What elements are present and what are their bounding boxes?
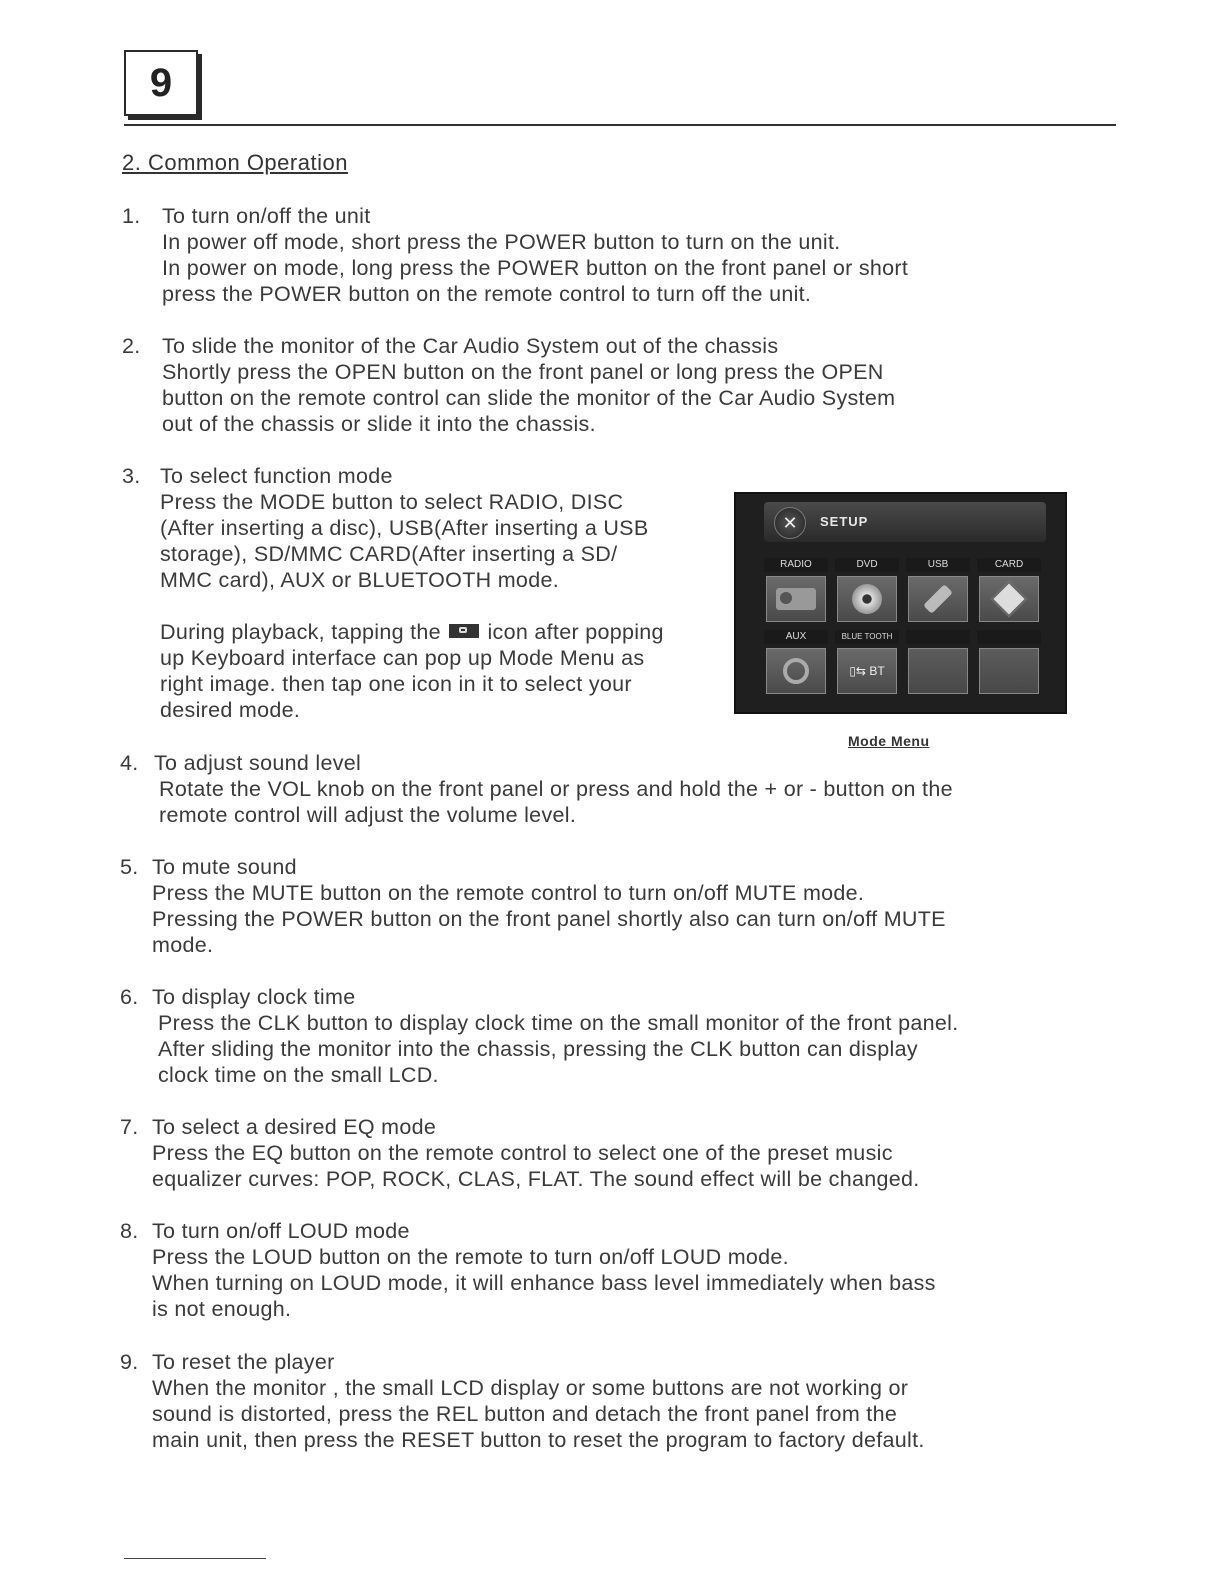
tile-label [977, 630, 1041, 644]
item-line: Pressing the POWER button on the front panel shortly also can turn on/off MUTE [152, 907, 946, 931]
item-line: Rotate the VOL knob on the front panel or press and hold the + or - button on the [159, 777, 953, 801]
tile-label: USB [906, 558, 970, 572]
list-item [122, 463, 732, 723]
item-line: press the POWER button on the remote control to turn off the unit. [162, 282, 812, 306]
item-line: Press the CLK button to display clock time on the small monitor of the front panel. [158, 1011, 959, 1035]
list-item [120, 750, 1080, 828]
mode-tile-dvd[interactable] [835, 558, 899, 622]
list-item [120, 1114, 1080, 1192]
page-number: 9 [124, 50, 198, 116]
mode-tile-empty [977, 630, 1041, 694]
list-item [122, 333, 1082, 437]
item-line: In power off mode, short press the POWER button to turn on the unit. [162, 230, 841, 254]
item-heading: To turn on/off the unit [162, 204, 371, 228]
item-line: button on the remote control can slide the monitor of the Car Audio System [162, 386, 896, 410]
item-number: 6. [120, 985, 139, 1009]
item-line: Press the MUTE button on the remote control to turn on/off MUTE mode. [152, 881, 865, 905]
tile-label: AUX [764, 630, 828, 644]
item-number: 5. [120, 855, 139, 879]
item-line: Shortly press the OPEN button on the front panel or long press the OPEN [162, 360, 884, 384]
mode-tile-radio[interactable] [764, 558, 828, 622]
footer-rule [124, 1558, 266, 1559]
mode-tile-usb[interactable] [906, 558, 970, 622]
item-line: equalizer curves: POP, ROCK, CLAS, FLAT. The sound effect will be changed. [152, 1167, 920, 1191]
item-line: main unit, then press the RESET button to reset the program to factory default. [152, 1428, 925, 1452]
section-title: 2. Common Operation [122, 150, 348, 175]
mode-tile-bluetooth[interactable] [835, 630, 899, 694]
item-line: out of the chassis or slide it into the chassis. [162, 412, 596, 436]
item-line: When the monitor , the small LCD display or some buttons are not working or [152, 1376, 909, 1400]
item-number: 3. [122, 464, 141, 488]
item-heading: To reset the player [152, 1350, 335, 1374]
tile-label: DVD [835, 558, 899, 572]
item-heading: To slide the monitor of the Car Audio System out of the chassis [162, 334, 779, 358]
item-heading: To select function mode [160, 464, 393, 488]
item-heading: To select a desired EQ mode [152, 1115, 437, 1139]
list-item [120, 984, 1080, 1088]
list-item [120, 1218, 1080, 1322]
item-line: sound is distorted, press the REL button and detach the front panel from the [152, 1402, 898, 1426]
item-heading: To display clock time [152, 985, 356, 1009]
list-item [122, 203, 1082, 307]
item-line: In power on mode, long press the POWER button on the front panel or short [162, 256, 909, 280]
mode-tile-aux[interactable] [764, 630, 828, 694]
usb-icon [923, 584, 953, 614]
item-line: Press the MODE button to select RADIO, DISC [160, 490, 624, 514]
item-line-part: icon after popping [487, 620, 664, 644]
item-line: mode. [152, 933, 214, 957]
radio-icon [776, 588, 816, 610]
header-rule [124, 124, 1116, 126]
mode-tile-empty [906, 630, 970, 694]
tile-label: RADIO [764, 558, 828, 572]
item-number: 7. [120, 1115, 139, 1139]
item-line: MMC card), AUX or BLUETOOTH mode. [160, 568, 559, 592]
tile-label [906, 630, 970, 644]
item-number: 1. [122, 204, 141, 228]
item-line: desired mode. [160, 698, 301, 722]
mode-return-icon [449, 624, 479, 638]
item-line: Press the EQ button on the remote control to select one of the preset music [152, 1141, 893, 1165]
item-number: 2. [122, 334, 141, 358]
item-heading: To mute sound [152, 855, 297, 879]
item-line-part: During playback, tapping the [160, 620, 441, 644]
setup-tools-icon: ✕ [774, 507, 806, 539]
item-line: Press the LOUD button on the remote to turn on/off LOUD mode. [152, 1245, 789, 1269]
card-icon [991, 581, 1028, 618]
item-line: After sliding the monitor into the chassis, pressing the CLK button can display [158, 1037, 918, 1061]
item-number: 9. [120, 1350, 139, 1374]
item-line: When turning on LOUD mode, it will enhance bass level immediately when bass [152, 1271, 936, 1295]
tile-label: BLUE TOOTH [835, 630, 899, 644]
list-item [120, 1349, 1080, 1453]
item-line: storage), SD/MMC CARD(After inserting a SD/ [160, 542, 618, 566]
item-number: 4. [120, 751, 139, 775]
setup-bar[interactable] [764, 502, 1046, 542]
setup-label: SETUP [820, 514, 869, 529]
tile-label: CARD [977, 558, 1041, 572]
list-item [120, 854, 1080, 958]
mode-tile-card[interactable] [977, 558, 1041, 622]
bluetooth-icon: ▯⇆ BT [849, 664, 885, 678]
item-line: is not enough. [152, 1297, 292, 1321]
item-heading: To adjust sound level [154, 751, 362, 775]
item-line: remote control will adjust the volume level. [159, 803, 577, 827]
item-number: 8. [120, 1219, 139, 1243]
mode-menu-caption: Mode Menu [848, 733, 930, 749]
mode-menu-screenshot [734, 492, 1067, 714]
item-line [160, 619, 732, 645]
item-line: clock time on the small LCD. [158, 1063, 439, 1087]
item-line: (After inserting a disc), USB(After inserting a USB [160, 516, 649, 540]
item-heading: To turn on/off LOUD mode [152, 1219, 410, 1243]
disc-icon [852, 584, 882, 614]
item-line: right image. then tap one icon in it to select your [160, 672, 632, 696]
aux-icon [783, 658, 809, 684]
item-line: up Keyboard interface can pop up Mode Menu as [160, 646, 645, 670]
